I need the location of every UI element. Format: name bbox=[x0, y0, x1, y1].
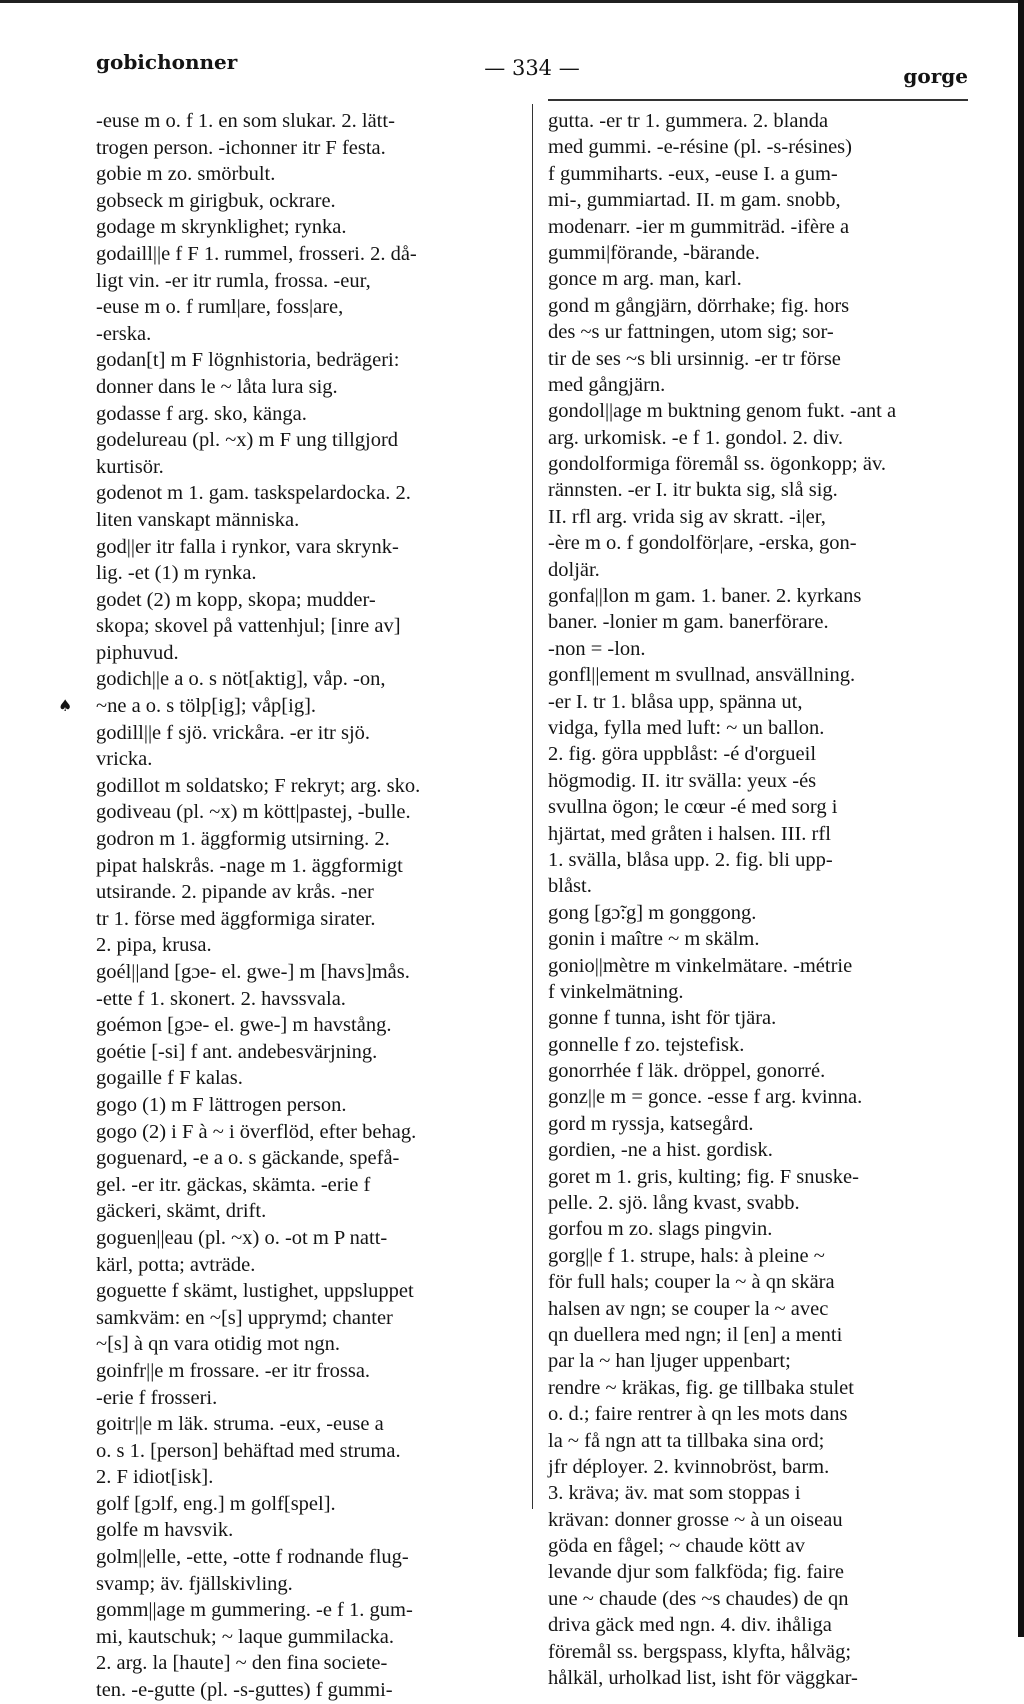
dictionary-line: godron m 1. äggformig utsirning. 2. bbox=[96, 828, 390, 851]
dictionary-line: gobseck m girigbuk, ockrare. bbox=[96, 189, 336, 212]
dictionary-line: gong [gɔ̃:g] m gonggong. bbox=[548, 901, 757, 924]
dictionary-line: hjärtat, med gråten i halsen. III. rfl bbox=[548, 822, 831, 845]
dictionary-line: 2. pipa, krusa. bbox=[96, 934, 212, 957]
dictionary-line: arg. urkomisk. -e f 1. gondol. 2. div. bbox=[548, 426, 843, 449]
dictionary-line: gel. -er itr. gäckas, skämta. -erie f bbox=[96, 1173, 371, 1196]
dictionary-line: 2. fig. göra uppblåst: -é d'orgueil bbox=[548, 743, 817, 766]
dictionary-line: une ~ chaude (des ~s chaudes) de qn bbox=[548, 1587, 849, 1610]
dictionary-line: piphuvud. bbox=[96, 641, 179, 664]
dictionary-line: 2. F idiot[isk]. bbox=[96, 1466, 214, 1489]
dictionary-line: gummi|förande, -bärande. bbox=[548, 241, 760, 264]
dictionary-line: gord m ryssja, katsegård. bbox=[548, 1112, 754, 1135]
dictionary-line: des ~s ur fattningen, utom sig; sor- bbox=[548, 321, 834, 344]
dictionary-line: tir de ses ~s bli ursinnig. -er tr förse bbox=[548, 347, 841, 370]
dictionary-line: gogo (2) i F à ~ i överflöd, efter behag. bbox=[96, 1120, 417, 1143]
dictionary-line: göda en fågel; ~ chaude kött av bbox=[548, 1535, 805, 1558]
dictionary-line: -erska. bbox=[96, 322, 152, 345]
dictionary-line: godage m skrynklighet; rynka. bbox=[96, 216, 347, 239]
dictionary-line: qn duellera med ngn; il [en] a menti bbox=[548, 1323, 843, 1346]
dictionary-line: mi-, gummiartad. II. m gam. snobb, bbox=[548, 189, 841, 212]
dictionary-line: för full hals; couper la ~ à qn skära bbox=[548, 1271, 835, 1294]
dictionary-line: 2. arg. la [haute] ~ den fina societe- bbox=[96, 1652, 388, 1675]
dictionary-line: godelureau (pl. ~x) m F ung tillgjord bbox=[96, 429, 399, 452]
dictionary-line: goémon [gɔe- el. gwe-] m havstång. bbox=[96, 1014, 392, 1037]
dictionary-line: ligt vin. -er itr rumla, frossa. -eur, bbox=[96, 269, 371, 292]
dictionary-line: god||er itr falla i rynkor, vara skrynk- bbox=[96, 535, 399, 558]
dictionary-line: rendre ~ kräkas, fig. ge tillbaka stulet bbox=[548, 1376, 854, 1399]
dictionary-line: 3. kräva; äv. mat som stoppas i bbox=[548, 1482, 801, 1505]
dictionary-line: godaill||e f F 1. rummel, frosseri. 2. då- bbox=[96, 242, 417, 265]
dictionary-line: mi, kautschuk; ~ laque gummilacka. bbox=[96, 1625, 395, 1648]
dictionary-line: pipat halskrås. -nage m 1. äggformigt bbox=[96, 854, 403, 877]
dictionary-line: gorg||e f 1. strupe, hals: à pleine ~ bbox=[548, 1244, 825, 1267]
page-right-edge bbox=[1018, 0, 1024, 1637]
dictionary-line: -ette f 1. skonert. 2. havssvala. bbox=[96, 987, 346, 1010]
dictionary-line: o. d.; faire rentrer à qn les mots dans bbox=[548, 1403, 848, 1426]
dictionary-line: golf [gɔlf, eng.] m golf[spel]. bbox=[96, 1492, 336, 1515]
dictionary-line: ten. -e-gutte (pl. -s-guttes) f gummi- bbox=[96, 1679, 393, 1702]
dictionary-line: gonio||mètre m vinkelmätare. -métrie bbox=[548, 954, 853, 977]
dictionary-line: godet (2) m kopp, skopa; mudder- bbox=[96, 588, 376, 611]
dictionary-line: driva gäck med ngn. 4. div. ihåliga bbox=[548, 1614, 832, 1637]
dictionary-line: gobie m zo. smörbult. bbox=[96, 163, 276, 186]
dictionary-line: vidga, fylla med luft: ~ un ballon. bbox=[548, 716, 825, 739]
dictionary-line: godan[t] m F lögnhistoria, bedrägeri: bbox=[96, 349, 400, 372]
dictionary-line: gonorrhée f läk. dröppel, gonorré. bbox=[548, 1060, 826, 1083]
dictionary-line: gonce m arg. man, karl. bbox=[548, 268, 742, 291]
dictionary-line: hålkäl, urholkad list, isht för väggkar- bbox=[548, 1667, 858, 1690]
dictionary-line: gondolformiga föremål ss. ögonkopp; äv. bbox=[548, 453, 886, 476]
dictionary-line: golfe m havsvik. bbox=[96, 1519, 234, 1542]
dictionary-line: godill||e f sjö. vrickåra. -er itr sjö. bbox=[96, 721, 371, 744]
dictionary-line: gonin i maître ~ m skälm. bbox=[548, 928, 760, 951]
dictionary-line: gomm||age m gummering. -e f 1. gum- bbox=[96, 1599, 413, 1622]
dictionary-line: goguen||eau (pl. ~x) o. -ot m P natt- bbox=[96, 1226, 388, 1249]
dictionary-line: gäckeri, skämt, drift. bbox=[96, 1200, 267, 1223]
dictionary-line: kärl, potta; avträde. bbox=[96, 1253, 256, 1276]
dictionary-line: donner dans le ~ låta lura sig. bbox=[96, 375, 338, 398]
running-head bbox=[96, 50, 968, 86]
dictionary-line: goguenard, -e a o. s gäckande, spefå- bbox=[96, 1147, 400, 1170]
dictionary-line: golm||elle, -ette, -otte f rodnande flug- bbox=[96, 1546, 409, 1569]
dictionary-line: II. rfl arg. vrida sig av skratt. -i|er, bbox=[548, 505, 826, 528]
dictionary-line: lig. -et (1) m rynka. bbox=[96, 562, 257, 585]
dictionary-line: -erie f frosseri. bbox=[96, 1386, 218, 1409]
dictionary-line: gonne f tunna, isht för tjära. bbox=[548, 1007, 777, 1030]
page-top-edge bbox=[0, 0, 1024, 3]
dictionary-line: pelle. 2. sjö. lång kvast, svabb. bbox=[548, 1192, 800, 1215]
dictionary-line: -ère m o. f gondolför|are, -erska, gon- bbox=[548, 532, 857, 555]
dictionary-line: 1. svälla, blåsa upp. 2. fig. bli upp- bbox=[548, 848, 833, 871]
column-divider bbox=[532, 104, 533, 1509]
dictionary-line: med gångjärn. bbox=[548, 373, 666, 396]
dictionary-line: gonz||e m = gonce. -esse f arg. kvinna. bbox=[548, 1086, 863, 1109]
dictionary-line: gond m gångjärn, dörrhake; fig. hors bbox=[548, 294, 850, 317]
dictionary-line: högmodig. II. itr svälla: yeux -és bbox=[548, 769, 817, 792]
dictionary-line: samkväm: en ~[s] upprymd; chanter bbox=[96, 1306, 393, 1329]
dictionary-line: godillot m soldatsko; F rekryt; arg. sko. bbox=[96, 774, 421, 797]
dictionary-line: jfr déployer. 2. kvinnobröst, barm. bbox=[548, 1455, 830, 1478]
dictionary-line: gonfa||lon m gam. 1. baner. 2. kyrkans bbox=[548, 585, 862, 608]
dictionary-line: -euse m o. f ruml|are, foss|are, bbox=[96, 296, 344, 319]
dictionary-line: utsirande. 2. pipande av krås. -ner bbox=[96, 881, 374, 904]
margin-mark: ♠ bbox=[58, 696, 73, 715]
dictionary-line: gogaille f F kalas. bbox=[96, 1067, 243, 1090]
page-number: — 334 — bbox=[484, 56, 580, 80]
dictionary-line: godiveau (pl. ~x) m kött|pastej, -bulle. bbox=[96, 801, 411, 824]
dictionary-line: tr 1. förse med äggformiga sirater. bbox=[96, 907, 376, 930]
dictionary-line: gondol||age m buktning genom fukt. -ant a bbox=[548, 400, 897, 423]
dictionary-line: goguette f skämt, lustighet, uppsluppet bbox=[96, 1280, 414, 1303]
dictionary-line: -er I. tr 1. blåsa upp, spänna ut, bbox=[548, 690, 803, 713]
dictionary-line: goétie [-si] f ant. andebesvärjning. bbox=[96, 1040, 378, 1063]
dictionary-line: ~[s] à qn vara otidig mot ngn. bbox=[96, 1333, 340, 1356]
dictionary-line: baner. -lonier m gam. banerförare. bbox=[548, 611, 829, 634]
dictionary-line: modenarr. -ier m gummiträd. -ifère a bbox=[548, 215, 850, 238]
dictionary-line: svullna ögon; le cœur -é med sorg i bbox=[548, 796, 838, 819]
dictionary-line: halsen av ngn; se couper la ~ avec bbox=[548, 1297, 829, 1320]
dictionary-line: gogo (1) m F lättrogen person. bbox=[96, 1093, 347, 1116]
dictionary-line: godich||e a o. s nöt[aktig], våp. -on, bbox=[96, 668, 386, 691]
left-column bbox=[96, 108, 520, 1702]
dictionary-line: gordien, -ne a hist. gordisk. bbox=[548, 1139, 773, 1162]
dictionary-line: svamp; äv. fjällskivling. bbox=[96, 1572, 293, 1595]
dictionary-line: f vinkelmätning. bbox=[548, 980, 684, 1003]
dictionary-line: ~ne a o. s tölp[ig]; våp[ig]. bbox=[96, 695, 317, 718]
header-right-guideword: gorge bbox=[903, 64, 968, 88]
dictionary-line: med gummi. -e-résine (pl. -s-résines) bbox=[548, 136, 852, 159]
dictionary-line: gorfou m zo. slags pingvin. bbox=[548, 1218, 773, 1241]
dictionary-line: trogen person. -ichonner itr F festa. bbox=[96, 136, 386, 159]
dictionary-line: la ~ få ngn att ta tillbaka sina ord; bbox=[548, 1429, 825, 1452]
dictionary-line: gonnelle f zo. tejstefisk. bbox=[548, 1033, 745, 1056]
dictionary-line: -non = -lon. bbox=[548, 637, 646, 660]
dictionary-line: goret m 1. gris, kulting; fig. F snuske- bbox=[548, 1165, 859, 1188]
dictionary-line: doljär. bbox=[548, 558, 600, 581]
dictionary-line: goinfr||e m frossare. -er itr frossa. bbox=[96, 1359, 371, 1382]
dictionary-line: skopa; skovel på vattenhjul; [inre av] bbox=[96, 615, 401, 638]
dictionary-line: liten vanskapt människa. bbox=[96, 508, 300, 531]
dictionary-line: gutta. -er tr 1. gummera. 2. blanda bbox=[548, 110, 829, 132]
dictionary-line: kurtisör. bbox=[96, 455, 164, 478]
header-left-guideword: gobichonner bbox=[96, 50, 238, 74]
header-rule bbox=[548, 99, 968, 101]
dictionary-line: goél||and [gɔe- el. gwe-] m [havs]mås. bbox=[96, 961, 410, 983]
dictionary-line: vricka. bbox=[96, 748, 153, 771]
dictionary-line: goitr||e m läk. struma. -eux, -euse a bbox=[96, 1413, 384, 1436]
dictionary-line: f gummiharts. -eux, -euse I. a gum- bbox=[548, 162, 838, 185]
dictionary-line: levande djur som falkföda; fig. faire bbox=[548, 1561, 844, 1584]
dictionary-line: godenot m 1. gam. taskspelardocka. 2. bbox=[96, 482, 411, 505]
dictionary-line: godasse f arg. sko, känga. bbox=[96, 402, 307, 425]
right-column bbox=[548, 108, 972, 1690]
dictionary-line: gonfl||ement m svullnad, ansvällning. bbox=[548, 664, 856, 687]
dictionary-line: rännsten. -er I. itr bukta sig, slå sig. bbox=[548, 479, 838, 502]
dictionary-line: krävan: donner grosse ~ à un oiseau bbox=[548, 1508, 843, 1531]
dictionary-line: par la ~ han ljuger uppenbart; bbox=[548, 1350, 791, 1373]
dictionary-line: blåst. bbox=[548, 875, 592, 898]
dictionary-line: o. s 1. [person] behäftad med struma. bbox=[96, 1439, 401, 1462]
dictionary-line: föremål ss. bergspass, klyfta, hålväg; bbox=[548, 1640, 852, 1663]
dictionary-line: -euse m o. f 1. en som slukar. 2. lätt- bbox=[96, 110, 395, 132]
